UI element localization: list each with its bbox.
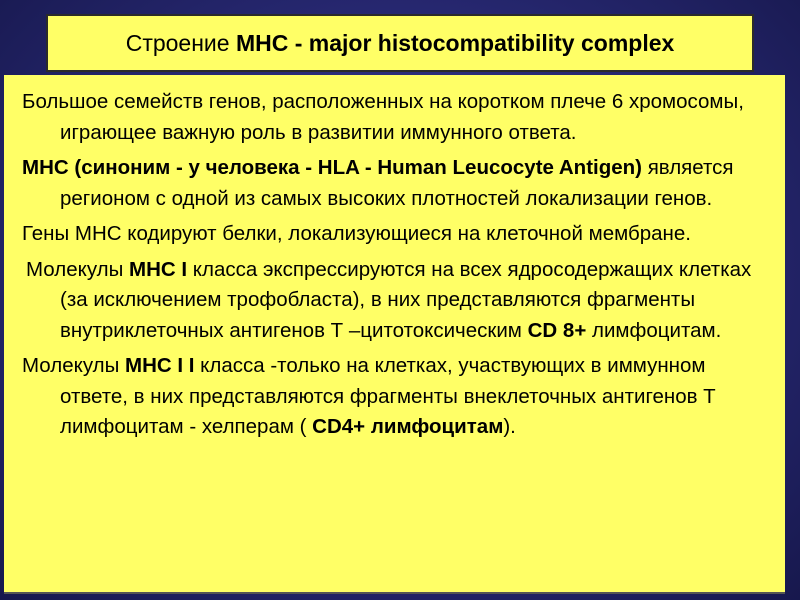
slide-title-prefix: Строение xyxy=(125,29,236,56)
slide-title-main: МНС - major histocompatibility complex xyxy=(235,29,675,56)
paragraph-segment: МНС I I xyxy=(125,354,195,377)
paragraph-segment: Большое семейств генов, расположенных на коротком плече 6 хромосомы, играющее важную роль в развитии иммунного ответа. xyxy=(22,90,744,144)
paragraph-segment: класса -только на клетках, участвующих в иммунном ответе, в них представляются фрагменты внеклеточных антигенов Т лимфоцитам - хелперам ( xyxy=(60,354,716,438)
paragraph-segment: лимфоцитам. xyxy=(586,318,722,342)
paragraph-segment: МНС (синоним - у человека - HLA - Human Leucocyte Antigen) xyxy=(22,156,642,179)
paragraph-gene-family xyxy=(22,87,777,148)
paragraph-segment: CD4+ лимфоцитам xyxy=(312,415,504,438)
paragraph-segment: является регионом с одной из самых высоких плотностей локализации генов. xyxy=(60,156,734,210)
paragraph-mhc-synonym xyxy=(22,153,777,214)
paragraph-segment: CD 8+ xyxy=(527,318,587,342)
paragraph-segment: МНС I xyxy=(129,257,188,281)
paragraph-mhc-class-1 xyxy=(22,255,777,347)
slide-title xyxy=(126,30,675,57)
paragraph-segment: Молекулы xyxy=(26,257,130,281)
paragraph-segment: ). xyxy=(503,415,516,438)
paragraph-segment: Гены МНС кодируют белки, локализующиеся на клеточной мембране. xyxy=(22,222,691,245)
paragraph-mhc-class-2 xyxy=(22,351,777,443)
slide-content xyxy=(4,75,785,594)
paragraph-mhc-genes xyxy=(22,219,777,250)
paragraph-segment: Молекулы xyxy=(22,354,126,377)
slide-title-box xyxy=(46,14,754,72)
paragraph-segment: класса экспрессируются на всех ядросодержащих клетках (за исключением трофобласта), в них представляются фрагменты внутриклеточных антигенов Т –цитотоксическим xyxy=(60,257,752,342)
